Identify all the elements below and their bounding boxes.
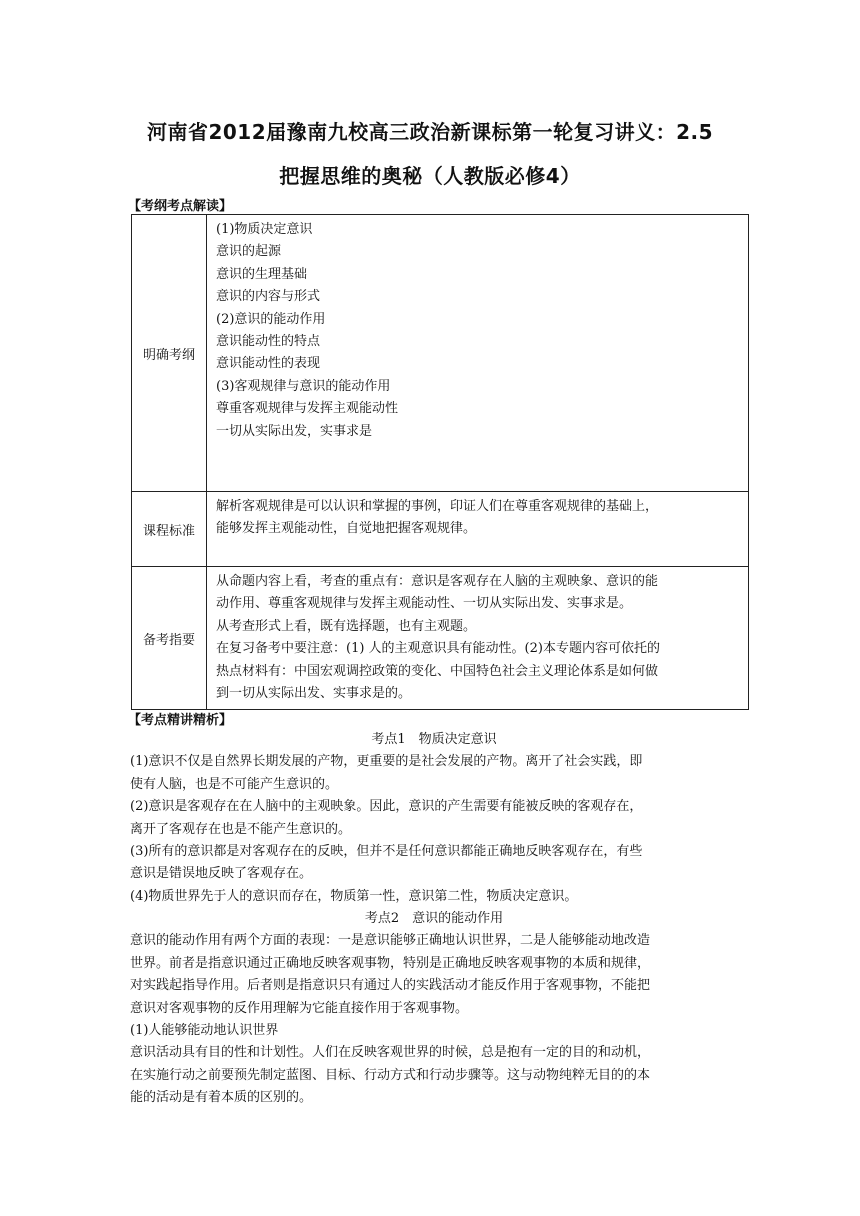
text-line: 在复习备考中要注意：(1) 人的主观意识具有能动性。(2)本专题内容可依托的 [216,641,660,657]
text-line: 到一切从实际出发、实事求是的。 [216,686,412,702]
list-item: 尊重客观规律与发挥主观能动性 [216,401,399,417]
list-item: (3)客观规律与意识的能动作用 [216,378,391,394]
text-line: 解析客观规律是可以认识和掌握的事例，印证人们在尊重客观规律的基础上， [216,499,659,514]
row-head-syllabus: 明确考纲 [132,215,207,492]
row-content-syllabus [207,215,749,492]
doc-title-line1: 河南省2012届豫南九校高三政治新课标第一轮复习讲义：2.5 [146,120,714,144]
text-line: 热点材料有：中国宏观调控政策的变化、中国特色社会主义理论体系是如何做 [216,663,659,679]
list-item: 意识的内容与形式 [216,289,321,305]
row-head-guide: 备考指要 [132,567,207,710]
table-row [132,215,749,492]
paragraph-line: 对实践起指导作用。后者则是指意识只有通过人的实践活动才能反作用于客观事物，不能把 [130,978,651,994]
paragraph-line: 意识是错误地反映了客观存在。 [130,866,313,882]
paragraph-line: 离开了客观存在也是不能产生意识的。 [130,821,352,837]
paragraph-line: 在实施行动之前要预先制定蓝图、目标、行动方式和行动步骤等。这与动物纯粹无目的的本 [130,1067,651,1083]
paragraph-line: (2)意识是客观存在在人脑中的主观映象。因此，意识的产生需要有能被反映的客观存在， [130,799,643,815]
text-line: 从命题内容上看，考查的重点有：意识是客观存在人脑的主观映象、意识的能 [216,574,659,589]
doc-title-line2: 把握思维的奥秘（人教版必修4） [279,164,581,188]
paragraph-line: (1)意识不仅是自然界长期发展的产物，更重要的是社会发展的产物。离开了社会实践，即 [130,754,643,770]
paragraph-line: 意识活动具有目的性和计划性。人们在反映客观世界的时候，总是抱有一定的目的和动机， [130,1045,651,1061]
list-item: (1)物质决定意识 [216,222,313,237]
kp2-heading: 考点2 意识的能动作用 [364,911,504,926]
list-item: 一切从实际出发，实事求是 [216,423,373,439]
kp1-heading: 考点1 物质决定意识 [371,732,497,747]
table-row [132,567,749,710]
paragraph-line: 能的活动是有着本质的区别的。 [130,1090,313,1106]
outline-table [131,214,749,710]
row-content-guide [207,567,749,710]
paragraph-line: 意识的能动作用有两个方面的表现：一是意识能够正确地认识世界，二是人能够能动地改造 [130,933,651,949]
knowledge-point-1 [130,729,738,908]
paragraph-line: (4)物质世界先于人的意识而存在，物质第一性，意识第二性，物质决定意识。 [130,888,578,904]
paragraph-line: 意识对客观事物的反作用理解为它能直接作用于客观事物。 [130,1000,469,1016]
paragraph-line: 使有人脑，也是不可能产生意识的。 [130,776,339,792]
section-heading-outline: 【考纲考点解读】 [128,199,233,214]
row-head-curriculum: 课程标准 [132,492,207,567]
list-item: 意识能动性的特点 [216,334,321,350]
table-row [132,492,749,567]
paragraph-line: 世界。前者是指意识通过正确地反映客观事物，特别是正确地反映客观事物的本质和规律， [130,955,651,971]
paragraph-line: (3)所有的意识都是对客观存在的反映，但并不是任何意识都能正确地反映客观存在，有些 [130,844,643,860]
list-item: 意识的起源 [216,244,282,260]
paragraph-line: (1)人能够能动地认识世界 [130,1023,279,1039]
list-item: 意识能动性的表现 [216,356,321,372]
text-line: 动作用、尊重客观规律与发挥主观能动性、一切从实际出发、实事求是。 [216,596,633,612]
list-item: (2)意识的能动作用 [216,311,326,327]
text-line: 能够发挥主观能动性，自觉地把握客观规律。 [216,521,477,537]
knowledge-point-2 [130,908,738,1110]
row-content-curriculum [207,492,749,567]
section-heading-analysis: 【考点精讲精析】 [128,713,233,728]
list-item: 意识的生理基础 [216,266,308,282]
text-line: 从考查形式上看，既有选择题，也有主观题。 [216,618,477,634]
